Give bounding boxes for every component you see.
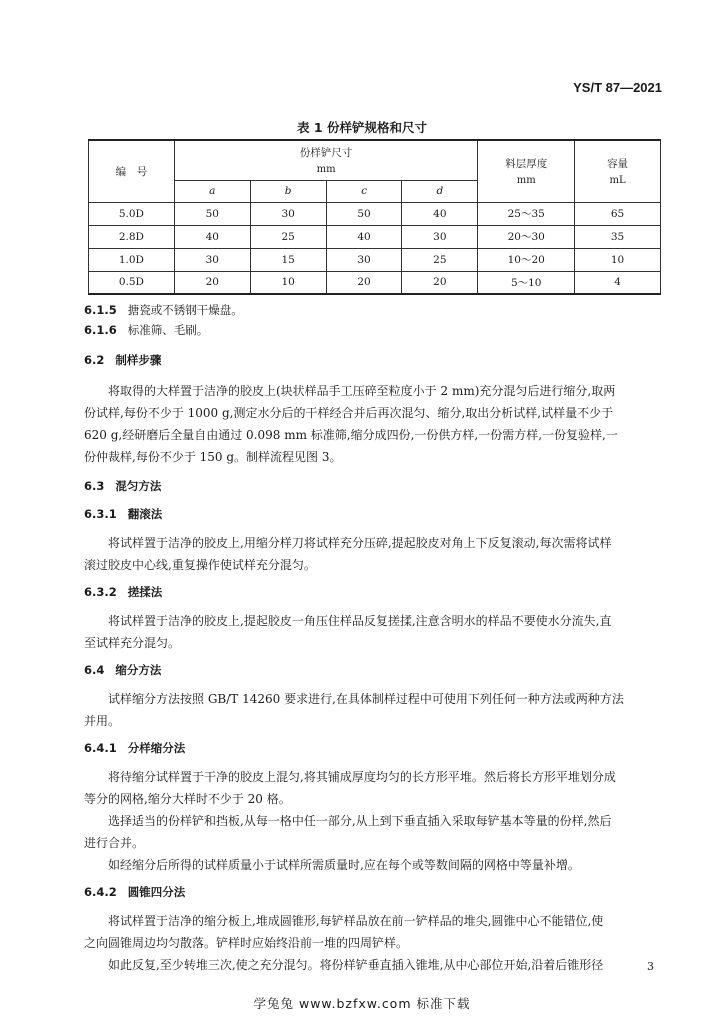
paragraph-line: 选择适当的份样铲和挡板,从每一格中任一部分,从上到下垂直插入采取每铲基本等量的份样,然后	[108, 814, 612, 828]
paragraph-line: 将试样置于洁净的缩分板上,堆成圆锥形,每铲样品放在前一铲样品的堆尖,圆锥中心不能错位,使	[108, 914, 604, 928]
header-capacity: 容量 mL	[575, 140, 661, 202]
header-dims: 份样铲尺寸 mm	[174, 140, 477, 180]
table-row: 1.0D 30 15 30 25 10～20 10	[89, 248, 661, 271]
section-heading-6-4-1: 6.4.1 分样缩分法	[84, 741, 186, 755]
paragraph-line: 试样缩分方法按照 GB/T 14260 要求进行,在具体制样过程中可使用下列任何一种方法或两种方法	[108, 692, 624, 706]
section-heading-6-4-2: 6.4.2 圆锥四分法	[84, 885, 186, 899]
subheader-c: c	[326, 180, 402, 202]
section-heading-6-4: 6.4 缩分方法	[84, 663, 162, 677]
section-heading-6-3-2: 6.3.2 搓揉法	[84, 585, 163, 599]
subheader-b: b	[250, 180, 326, 202]
table-row: 2.8D 40 25 40 30 20～30 35	[89, 225, 661, 248]
section-heading-6-3-1: 6.3.1 翻滚法	[84, 507, 163, 521]
section-6-1-5: 6.1.5 搪瓷或不锈钢干燥盘。	[84, 303, 243, 317]
table-row: 0.5D 20 10 20 20 5～10 4	[89, 271, 661, 294]
paragraph-line: 将取得的大样置于洁净的胶皮上(块状样品手工压碎至粒度小于 2 mm)充分混匀后进行缩分,取两	[108, 384, 616, 398]
section-heading-6-2: 6.2 制样步骤	[84, 353, 162, 367]
paragraph-line: 如经缩分后所得的试样质量小于试样所需质量时,应在每个或等数间隔的网格中等量补增。	[108, 858, 580, 872]
subheader-d: d	[402, 180, 478, 202]
table-row: 5.0D 50 30 50 40 25～35 65	[89, 202, 661, 225]
paragraph-line: 如此反复,至少转堆三次,使之充分混匀。将份样铲垂直插入锥堆,从中心部位开始,沿着后锥形径	[108, 958, 604, 972]
section-6-1-6: 6.1.6 标准筛、毛刷。	[84, 323, 209, 337]
paragraph-line: 之向圆锥周边均匀散落。铲样时应始终沿前一堆的四周铲样。	[84, 936, 409, 950]
paragraph-line: 进行合并。	[84, 836, 145, 850]
page-number: 3	[647, 960, 654, 973]
paragraph-line: 将待缩分试样置于干净的胶皮上混匀,将其铺成厚度均匀的长方形平堆。然后将长方形平堆划分成	[108, 770, 616, 784]
paragraph-line: 并用。	[84, 714, 121, 728]
paragraph-line: 620 g,经研磨后全量自由通过 0.098 mm 标准筛,缩分成四份,一份供方样,一份需方样,一份复验样,一	[84, 428, 618, 442]
paragraph-line: 至试样充分混匀。	[84, 636, 181, 650]
spec-table	[88, 139, 661, 295]
paragraph-line: 份仲裁样,每份不少于 150 g。制样流程见图 3。	[84, 450, 342, 464]
paragraph-line: 滚过胶皮中心线,重复操作使试样充分混匀。	[84, 558, 316, 572]
paragraph-line: 等分的网格,缩分大样时不少于 20 格。	[84, 792, 291, 806]
paragraph-line: 将试样置于洁净的胶皮上,提起胶皮一角压住样品反复搓揉,注意含明水的样品不要使水分流失,直	[108, 614, 612, 628]
header-number: 编 号	[89, 140, 175, 202]
paragraph-line: 将试样置于洁净的胶皮上,用缩分样刀将试样充分压碎,提起胶皮对角上下反复滚动,每次需将试样	[108, 536, 612, 550]
footer-watermark[interactable]: 学兔兔 www.bzfxw.com 标准下载	[253, 996, 471, 1011]
table-title: 表 1 份样铲规格和尺寸	[297, 120, 427, 135]
header-thickness: 料层厚度 mm	[478, 140, 575, 202]
subheader-a: a	[174, 180, 250, 202]
section-heading-6-3: 6.3 混匀方法	[84, 479, 162, 493]
paragraph-line: 份试样,每份不少于 1000 g,测定水分后的干样经合并后再次混匀、缩分,取出分析试样,试样量不少于	[84, 406, 614, 420]
standard-code: YS/T 87—2021	[573, 80, 662, 95]
